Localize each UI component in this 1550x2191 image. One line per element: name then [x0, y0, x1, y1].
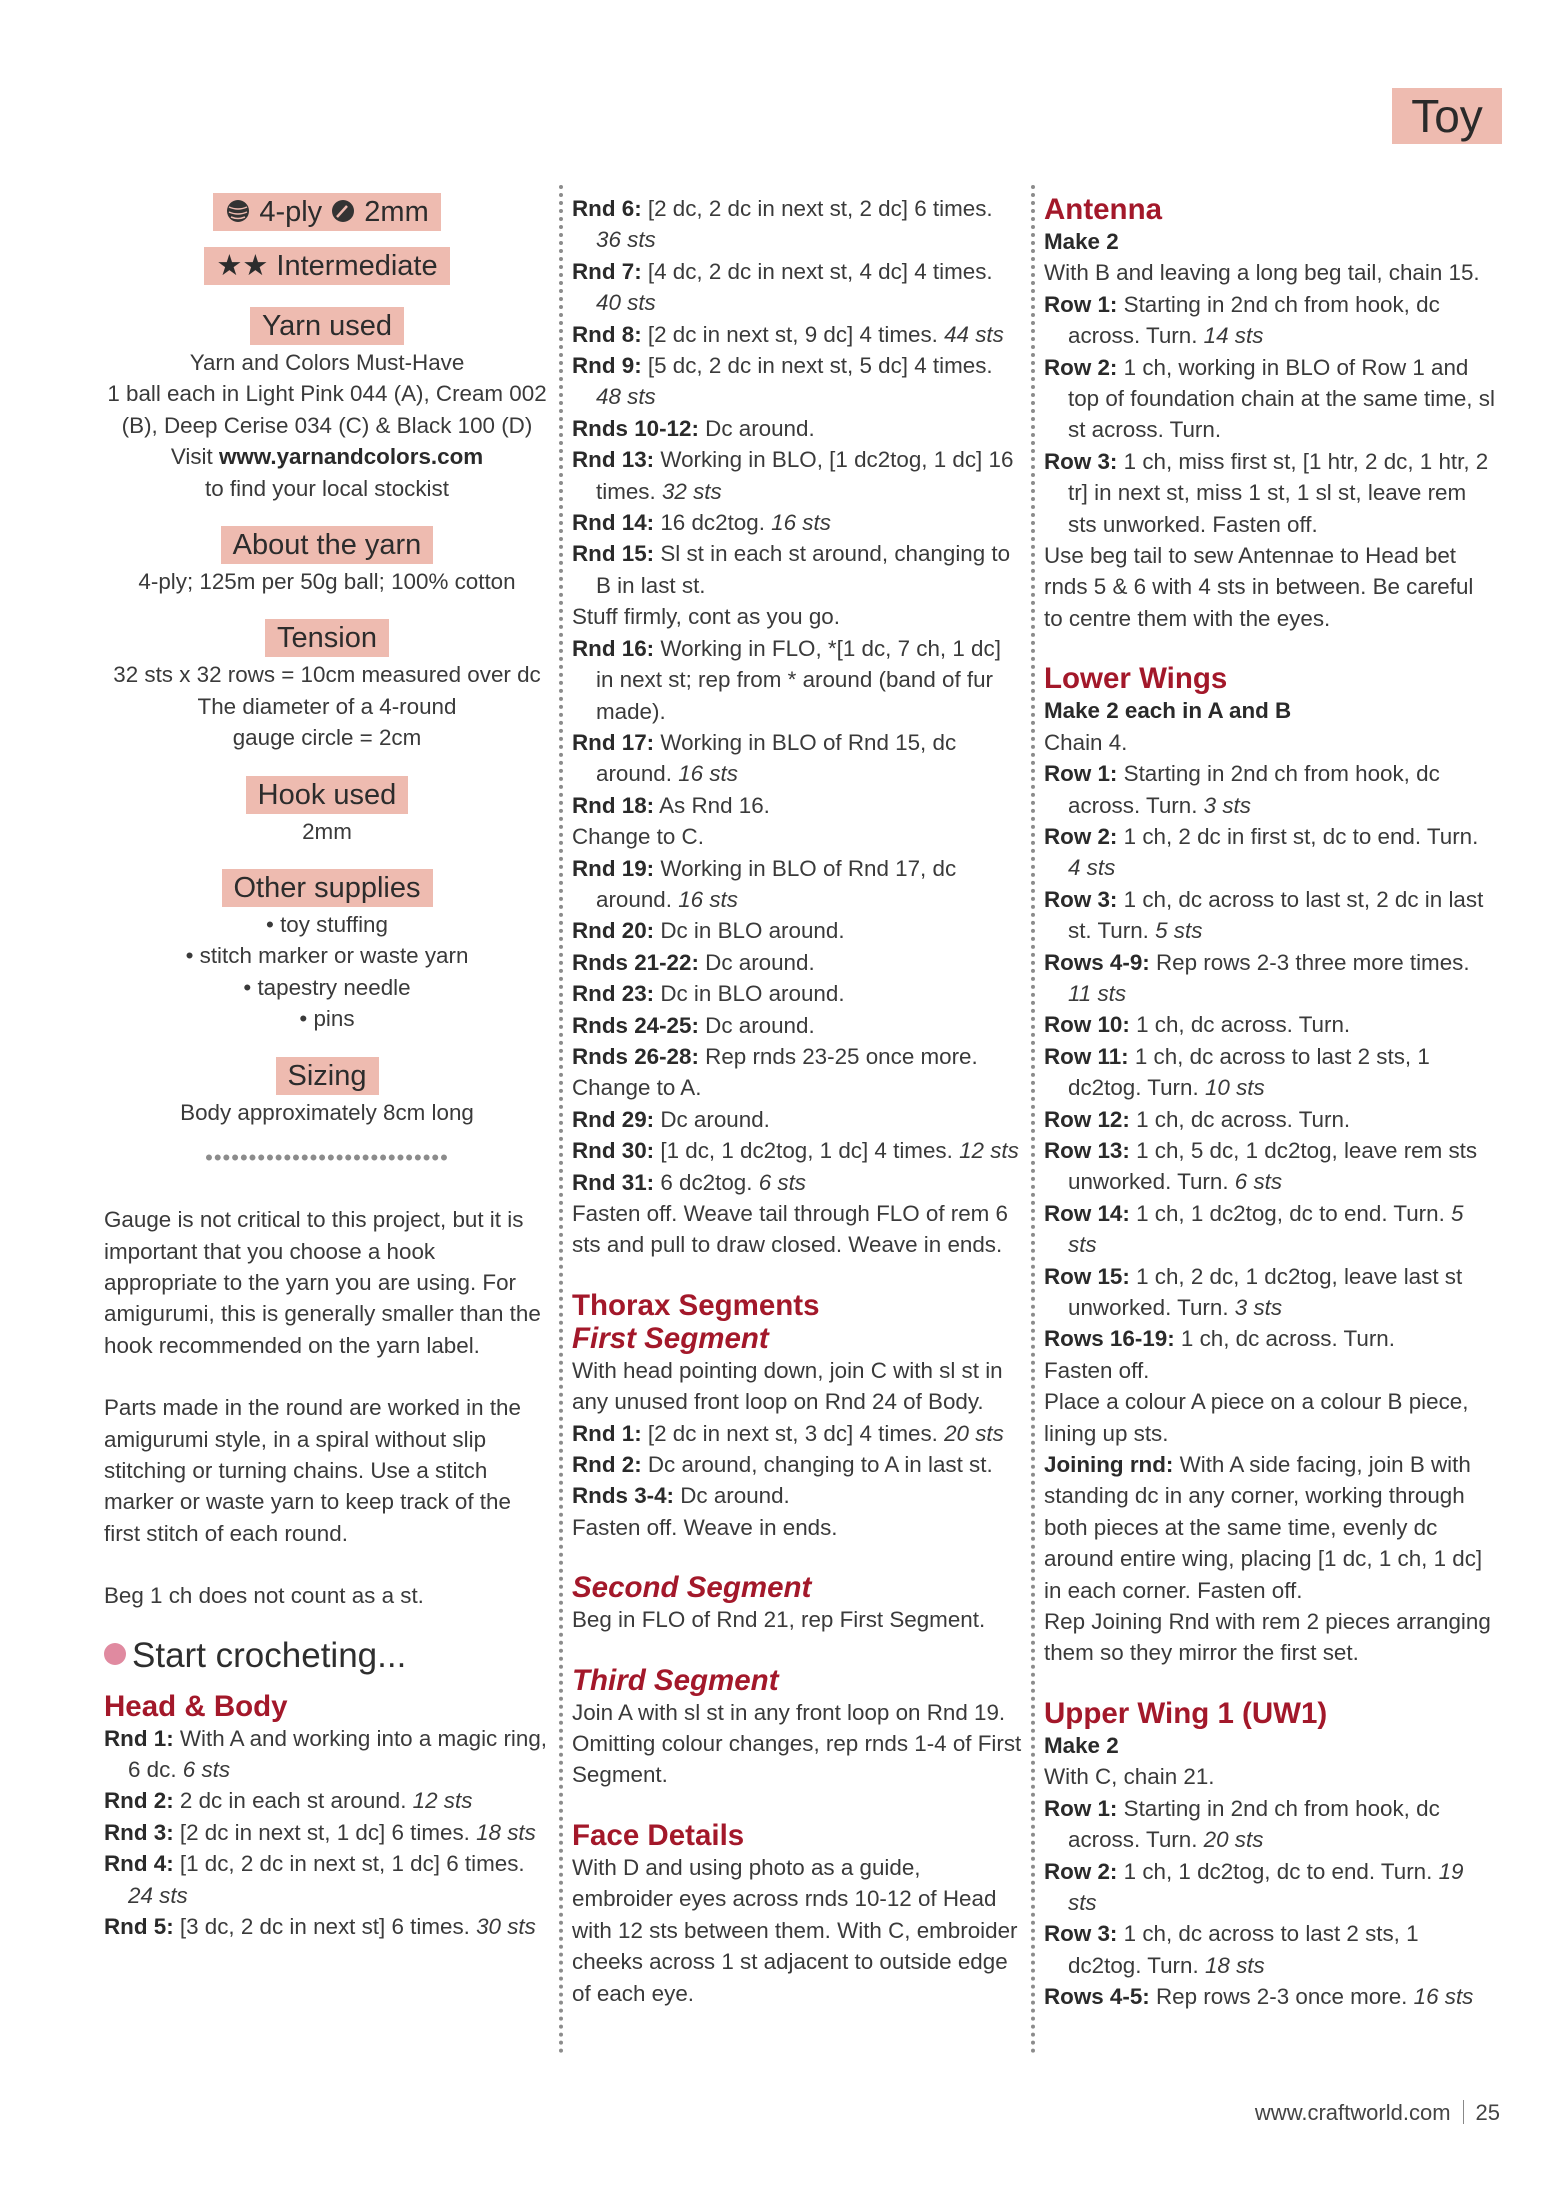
fasten-note: Fasten off. Weave in ends. [572, 1514, 838, 1540]
joining-rep-note: Rep Joining Rnd with rem 2 pieces arranging them so they mirror the first set. [1044, 1609, 1491, 1666]
row-count: 36 sts [596, 227, 656, 253]
row-text: [2 dc, 2 dc in next st, 2 dc] 6 times. [647, 196, 993, 221]
rows-group [1044, 758, 1496, 1355]
pattern-row [572, 1135, 1022, 1166]
pattern-row [1044, 1981, 1496, 2012]
column-divider [559, 185, 563, 2055]
row-text: Dc around. [680, 1483, 790, 1509]
pattern-row [572, 915, 1022, 946]
row-text: With A side facing, join B with standing dc in any corner, working through both pieces at the same time, evenly dc around entire wing, placing [1 dc, 1 ch, 1 dc] in each corner. Fasten off. [1044, 1452, 1483, 1603]
tension-line: gauge circle = 2cm [232, 725, 422, 751]
place-note: Place a colour A piece on a colour B piece, lining up sts. [1044, 1389, 1469, 1446]
row-text: 1 ch, miss first st, [1 htr, 2 dc, 1 htr, 2 tr] in next st, miss 1 st, 1 sl st, leave rem sts unworked. Fasten off. [1068, 448, 1489, 537]
row-label: Rnd 3: [104, 1819, 174, 1845]
pattern-row [1044, 884, 1496, 947]
pattern-row [572, 444, 1022, 507]
sizing-heading: Sizing [276, 1057, 379, 1095]
row-count: 40 sts [596, 290, 656, 316]
supplies-list [104, 909, 550, 1035]
row-label: Row 12: [1044, 1106, 1130, 1132]
row-text: [1 dc, 1 dc2tog, 1 dc] 4 times. [660, 1138, 953, 1164]
row-count: 5 sts [1155, 918, 1203, 944]
pattern-row [572, 193, 1022, 256]
row-label: Rnd 2: [104, 1788, 174, 1814]
row-text: Starting in 2nd ch from hook, dc across. Turn. [1068, 1795, 1440, 1853]
row-count: 16 sts [678, 761, 738, 787]
row-count: 10 sts [1204, 1075, 1265, 1101]
visit-label: Visit [170, 444, 213, 470]
row-label: Rnd 29: [572, 1106, 655, 1132]
column-3 [1044, 193, 1496, 2013]
pattern-row [1044, 1856, 1496, 1919]
row-label: Rnd 19: [572, 855, 655, 881]
pattern-row [572, 947, 1022, 978]
difficulty-label: Intermediate [276, 250, 438, 282]
row-count: 44 sts [944, 321, 1004, 347]
pattern-row [572, 1041, 1022, 1072]
first-segment-heading: First Segment [572, 1321, 769, 1355]
lower-wings-heading: Lower Wings [1044, 662, 1228, 696]
pattern-row [1044, 821, 1496, 884]
pattern-row [104, 1785, 550, 1816]
row-label: Rnd 6: [572, 196, 642, 221]
row-label: Rnd 9: [572, 353, 642, 379]
row-text: 1 ch, working in BLO of Row 1 and top of foundation chain at the same time, sl st across. Turn. [1068, 354, 1495, 443]
row-label: Row 3: [1044, 886, 1118, 912]
pattern-row [1044, 352, 1496, 446]
row-label: Rnds 21-22: [572, 949, 699, 975]
pattern-row [1044, 1104, 1496, 1135]
pattern-row [1044, 1041, 1496, 1104]
yarn-ball-icon [104, 1643, 126, 1665]
row-label: Row 1: [1044, 761, 1118, 787]
tension-heading: Tension [265, 619, 389, 657]
antenna-intro: With B and leaving a long beg tail, chain 15. [1044, 260, 1480, 286]
row-label: Row 2: [1044, 823, 1118, 849]
row-count: 11 sts [1068, 980, 1127, 1006]
page-number: 25 [1475, 2100, 1500, 2125]
pattern-row [104, 1911, 550, 1942]
about-yarn-text: 4-ply; 125m per 50g ball; 100% cotton [138, 569, 516, 595]
pattern-row [572, 978, 1022, 1009]
row-count: 30 sts [476, 1914, 536, 1939]
row-label: Rnd 1: [104, 1725, 174, 1751]
pattern-row [572, 507, 1022, 538]
pattern-row [572, 1418, 1022, 1449]
row-text: 1 ch, 1 dc2tog, dc to end. Turn. [1136, 1200, 1445, 1226]
pattern-row [1044, 1009, 1496, 1040]
second-segment-text: Beg in FLO of Rnd 21, rep First Segment. [572, 1607, 986, 1633]
column-2 [572, 193, 1022, 2009]
first-segment-intro: With head pointing down, join C with sl st in any unused front loop on Rnd 24 of Body. [572, 1357, 1003, 1415]
row-label: Rnds 3-4: [572, 1483, 675, 1509]
row-text: Rep rows 2-3 three more times. [1156, 949, 1470, 975]
row-text: 1 ch, 5 dc, 1 dc2tog, leave rem sts unworked. Turn. [1068, 1137, 1478, 1195]
upper-wing-make: Make 2 [1044, 1732, 1119, 1758]
row-label: Rows 16-19: [1044, 1326, 1175, 1352]
row-text: [2 dc in next st, 1 dc] 6 times. [179, 1819, 470, 1845]
hook-used-heading: Hook used [246, 776, 409, 814]
pattern-row [1044, 446, 1496, 540]
row-label: Rnd 14: [572, 510, 655, 536]
row-count: 20 sts [1203, 1827, 1264, 1853]
column-divider [1031, 185, 1035, 2055]
row-text: 1 ch, dc across. Turn. [1136, 1012, 1351, 1038]
row-count: 12 sts [959, 1138, 1019, 1164]
stuff-note: Stuff firmly, cont as you go. [572, 604, 840, 630]
row-text: Starting in 2nd ch from hook, dc across. Turn. [1068, 291, 1440, 349]
row-count: 32 sts [661, 478, 722, 504]
row-count: 5 sts [1068, 1200, 1464, 1258]
pattern-row [572, 1480, 1022, 1511]
row-text: Starting in 2nd ch from hook, dc across. Turn. [1068, 761, 1440, 818]
row-text: Dc around. [660, 1106, 770, 1132]
fasten-note: Fasten off. [1044, 1357, 1150, 1383]
start-heading [104, 1634, 550, 1678]
pattern-row [104, 1723, 550, 1786]
supply-item: • tapestry needle [243, 974, 411, 1000]
row-label: Joining rnd: [1044, 1452, 1174, 1478]
pattern-row [572, 538, 1022, 601]
row-label: Row 1: [1044, 291, 1118, 317]
specs-tag [213, 193, 441, 231]
row-label: Row 11: [1044, 1043, 1129, 1069]
head-body-rows [104, 1723, 550, 1943]
difficulty-tag [204, 247, 449, 285]
row-label: Rnd 1: [572, 1420, 642, 1446]
antenna-heading: Antenna [1044, 193, 1162, 226]
pattern-row [104, 1848, 550, 1911]
row-text: Dc around, changing to A in last st. [647, 1452, 993, 1478]
row-text: 16 dc2tog. [660, 510, 765, 536]
upper-wing-intro: With C, chain 21. [1044, 1764, 1215, 1790]
rows-group [572, 1418, 1022, 1512]
third-segment-text: Join A with sl st in any front loop on Rnd 19. Omitting colour changes, rep rnds 1-4 of First Segment. [572, 1699, 1022, 1788]
yarn-website-link[interactable]: www.yarnandcolors.com [218, 444, 484, 470]
row-label: Rows 4-9: [1044, 949, 1150, 975]
row-label: Rnd 18: [572, 792, 655, 818]
joining-rnd [1044, 1449, 1496, 1606]
colour-change-note: Change to C. [572, 824, 704, 850]
pattern-row [572, 853, 1022, 916]
row-count: 16 sts [771, 510, 831, 536]
row-text: 1 ch, dc across to last 2 sts, 1 dc2tog. Turn. [1068, 1921, 1419, 1978]
pattern-row [572, 727, 1022, 790]
beg-ch-note: Beg 1 ch does not count as a st. [104, 1583, 424, 1609]
row-count: 16 sts [1413, 1984, 1474, 2010]
row-label: Rnd 31: [572, 1169, 655, 1195]
row-label: Rnd 2: [572, 1452, 642, 1478]
row-text: Rep rnds 23-25 once more. [705, 1043, 978, 1069]
row-text: 1 ch, dc across to last st, 2 dc in last st. Turn. [1068, 886, 1484, 944]
row-count: 20 sts [944, 1420, 1004, 1446]
row-count: 6 sts [1234, 1169, 1283, 1195]
row-text: Working in BLO, [1 dc2tog, 1 dc] 16 times. [596, 447, 1014, 504]
row-count: 48 sts [596, 384, 656, 410]
round-note: Parts made in the round are worked in the amigurumi style, in a spiral without slip stitching or turning chains. Use a stitch marker or waste yarn to keep track of the first stitch of each round. [104, 1395, 521, 1546]
tension-line: 32 sts x 32 rows = 10cm measured over dc [113, 662, 541, 688]
face-details-heading: Face Details [572, 1818, 745, 1852]
rows-group [1044, 1793, 1496, 2013]
row-text: [5 dc, 2 dc in next st, 5 dc] 4 times. [647, 353, 993, 379]
footer-separator [1463, 2100, 1464, 2124]
second-segment-heading: Second Segment [572, 1571, 812, 1605]
row-count: 18 sts [1204, 1952, 1265, 1978]
row-text: With A and working into a magic ring, 6 dc. [128, 1725, 548, 1782]
supply-item: • toy stuffing [266, 912, 388, 938]
row-count: 12 sts [412, 1788, 473, 1814]
tension-text [104, 659, 550, 753]
tension-line: The diameter of a 4-round [197, 693, 457, 719]
row-label: Rows 4-5: [1044, 1984, 1150, 2010]
pattern-row [1044, 1135, 1496, 1198]
row-label: Rnd 15: [572, 541, 655, 567]
pattern-row [1044, 1198, 1496, 1261]
other-supplies-heading: Other supplies [222, 869, 433, 907]
pattern-row [1044, 289, 1496, 352]
sizing-text: Body approximately 8cm long [180, 1099, 474, 1125]
row-count: 18 sts [476, 1819, 536, 1845]
row-label: Rnd 30: [572, 1138, 655, 1164]
pattern-row [1044, 758, 1496, 821]
pattern-row [1044, 1323, 1496, 1354]
row-count: 6 sts [758, 1169, 806, 1195]
face-details-text: With D and using photo as a guide, embroider eyes across rnds 10-12 of Head with 12 sts between them. With C, embroider cheeks across 1 st adjacent to outside edge of each eye. [572, 1854, 1018, 2006]
gauge-note: Gauge is not critical to this project, but it is important that you choose a hook appropriate to the yarn you are using. For amigurumi, this is generally smaller than the hook recommended on the yarn label. [104, 1207, 541, 1358]
thorax-heading: Thorax Segments [572, 1288, 820, 1322]
rows-group [1044, 289, 1496, 540]
pattern-row [1044, 1793, 1496, 1856]
yarn-line: (B), Deep Cerise 034 (C) & Black 100 (D) [121, 412, 533, 438]
row-label: Rnd 5: [104, 1914, 174, 1939]
row-label: Rnd 16: [572, 635, 655, 661]
row-count: 3 sts [1203, 792, 1251, 818]
row-label: Rnd 13: [572, 447, 655, 473]
row-label: Row 2: [1044, 354, 1118, 380]
row-label: Row 2: [1044, 1858, 1118, 1884]
supply-item: • stitch marker or waste yarn [185, 943, 469, 969]
pattern-row [1044, 947, 1496, 1010]
pattern-row [572, 413, 1022, 444]
yarn-ball-icon [225, 198, 251, 224]
row-text: [2 dc in next st, 3 dc] 4 times. [647, 1420, 938, 1446]
rows-group [572, 193, 1022, 601]
supply-item: • pins [299, 1006, 355, 1032]
row-text: [4 dc, 2 dc in next st, 4 dc] 4 times. [647, 258, 993, 284]
row-label: Rnd 7: [572, 258, 642, 284]
row-label: Rnd 4: [104, 1851, 174, 1877]
row-label: Rnd 8: [572, 321, 642, 347]
footer-url[interactable]: www.craftworld.com [1254, 2100, 1451, 2125]
third-segment-heading: Third Segment [572, 1663, 779, 1697]
row-text: Working in FLO, *[1 dc, 7 ch, 1 dc] in next st; rep from * around (band of fur made). [596, 635, 1001, 724]
row-label: Rnd 20: [572, 918, 655, 944]
row-count: 14 sts [1203, 323, 1264, 349]
row-text: As Rnd 16. [659, 792, 770, 818]
row-label: Row 3: [1044, 448, 1118, 474]
row-label: Row 14: [1044, 1200, 1130, 1226]
row-label: Rnd 17: [572, 729, 655, 755]
row-text: 2 dc in each st around. [179, 1788, 407, 1814]
antenna-note: Use beg tail to sew Antennae to Head bet rnds 5 & 6 with 4 sts in between. Be careful to centre them with the eyes. [1044, 543, 1474, 631]
about-yarn-heading: About the yarn [221, 526, 434, 564]
row-text: 1 ch, dc across. Turn. [1136, 1106, 1351, 1132]
row-text: 1 ch, dc across to last 2 sts, 1 dc2tog. Turn. [1068, 1043, 1430, 1101]
row-label: Rnds 24-25: [572, 1012, 699, 1038]
row-label: Row 1: [1044, 1795, 1118, 1821]
yarn-line: Yarn and Colors Must-Have [189, 350, 465, 375]
row-label: Row 13: [1044, 1137, 1130, 1163]
row-text: Dc in BLO around. [660, 981, 845, 1007]
row-text: [2 dc in next st, 9 dc] 4 times. [647, 321, 938, 347]
pattern-row [1044, 1918, 1496, 1981]
head-body-heading: Head & Body [104, 1689, 288, 1723]
column-1 [104, 193, 550, 1942]
pattern-row [572, 350, 1022, 413]
pattern-row [572, 1449, 1022, 1480]
row-count: 4 sts [1068, 855, 1116, 881]
row-label: Rnd 23: [572, 981, 655, 1007]
row-text: 1 ch, 1 dc2tog, dc to end. Turn. [1123, 1858, 1433, 1884]
row-count: 24 sts [128, 1882, 188, 1908]
row-label: Row 15: [1044, 1263, 1130, 1289]
fasten-note: Fasten off. Weave tail through FLO of rem 6 sts and pull to draw closed. Weave in ends. [572, 1201, 1009, 1258]
yarn-line: 1 ball each in Light Pink 044 (A), Cream 002 [107, 381, 547, 407]
rows-group [572, 1104, 1022, 1198]
row-count: 19 sts [1068, 1858, 1464, 1915]
row-text: Dc around. [705, 949, 815, 975]
row-label: Row 3: [1044, 1921, 1118, 1947]
yarn-used-heading: Yarn used [250, 307, 404, 345]
row-label: Rnds 26-28: [572, 1043, 699, 1069]
section-tab: Toy [1392, 88, 1502, 144]
row-text: Dc around. [705, 1012, 815, 1038]
yarn-weight: 4-ply [259, 196, 323, 228]
row-count: 6 sts [182, 1756, 231, 1782]
row-text: Dc around. [705, 415, 815, 441]
row-text: Rep rows 2-3 once more. [1156, 1984, 1408, 2010]
upper-wing-heading: Upper Wing 1 (UW1) [1044, 1696, 1328, 1730]
row-text: 1 ch, 2 dc, 1 dc2tog, leave last st unworked. Turn. [1068, 1263, 1463, 1320]
row-count: 16 sts [678, 886, 738, 912]
star-icon: ★★ [216, 250, 269, 282]
page-footer [1000, 2100, 1500, 2126]
row-text: 6 dc2tog. [660, 1169, 753, 1195]
row-label: Rnds 10-12: [572, 415, 699, 441]
pattern-row [572, 1104, 1022, 1135]
row-text: [3 dc, 2 dc in next st] 6 times. [179, 1914, 470, 1939]
pattern-row [572, 633, 1022, 727]
hook-size: 2mm [364, 196, 429, 228]
antenna-make: Make 2 [1044, 229, 1119, 254]
row-text: [1 dc, 2 dc in next st, 1 dc] 6 times. [179, 1851, 525, 1877]
yarn-used-text [104, 347, 550, 504]
pattern-row [572, 319, 1022, 350]
pattern-row [572, 790, 1022, 821]
pattern-row [572, 1167, 1022, 1198]
rows-group [572, 633, 1022, 821]
row-count: 3 sts [1234, 1295, 1283, 1320]
hook-icon [330, 198, 356, 224]
row-text: Sl st in each st around, changing to B in last st. [596, 541, 1011, 598]
pattern-row [572, 1010, 1022, 1041]
row-text: Working in BLO of Rnd 17, dc around. [596, 855, 957, 912]
start-label: Start crocheting... [132, 1635, 407, 1675]
rows-group [572, 853, 1022, 1073]
pattern-row [1044, 1261, 1496, 1324]
row-text: Dc in BLO around. [660, 918, 845, 944]
lower-wings-make: Make 2 each in A and B [1044, 698, 1292, 724]
hook-used-text: 2mm [302, 818, 352, 844]
row-text: 1 ch, dc across. Turn. [1180, 1326, 1395, 1352]
colour-change-note: Change to A. [572, 1075, 702, 1101]
pattern-row [572, 256, 1022, 319]
pattern-row [104, 1817, 550, 1848]
stockist-line: to find your local stockist [205, 475, 449, 501]
row-label: Row 10: [1044, 1012, 1130, 1038]
row-text: 1 ch, 2 dc in first st, dc to end. Turn. [1123, 823, 1479, 849]
lower-wings-intro: Chain 4. [1044, 729, 1128, 755]
row-text: Working in BLO of Rnd 15, dc around. [596, 729, 957, 787]
dotted-divider: •••••••••••••••••••••••••••• [205, 1145, 449, 1171]
